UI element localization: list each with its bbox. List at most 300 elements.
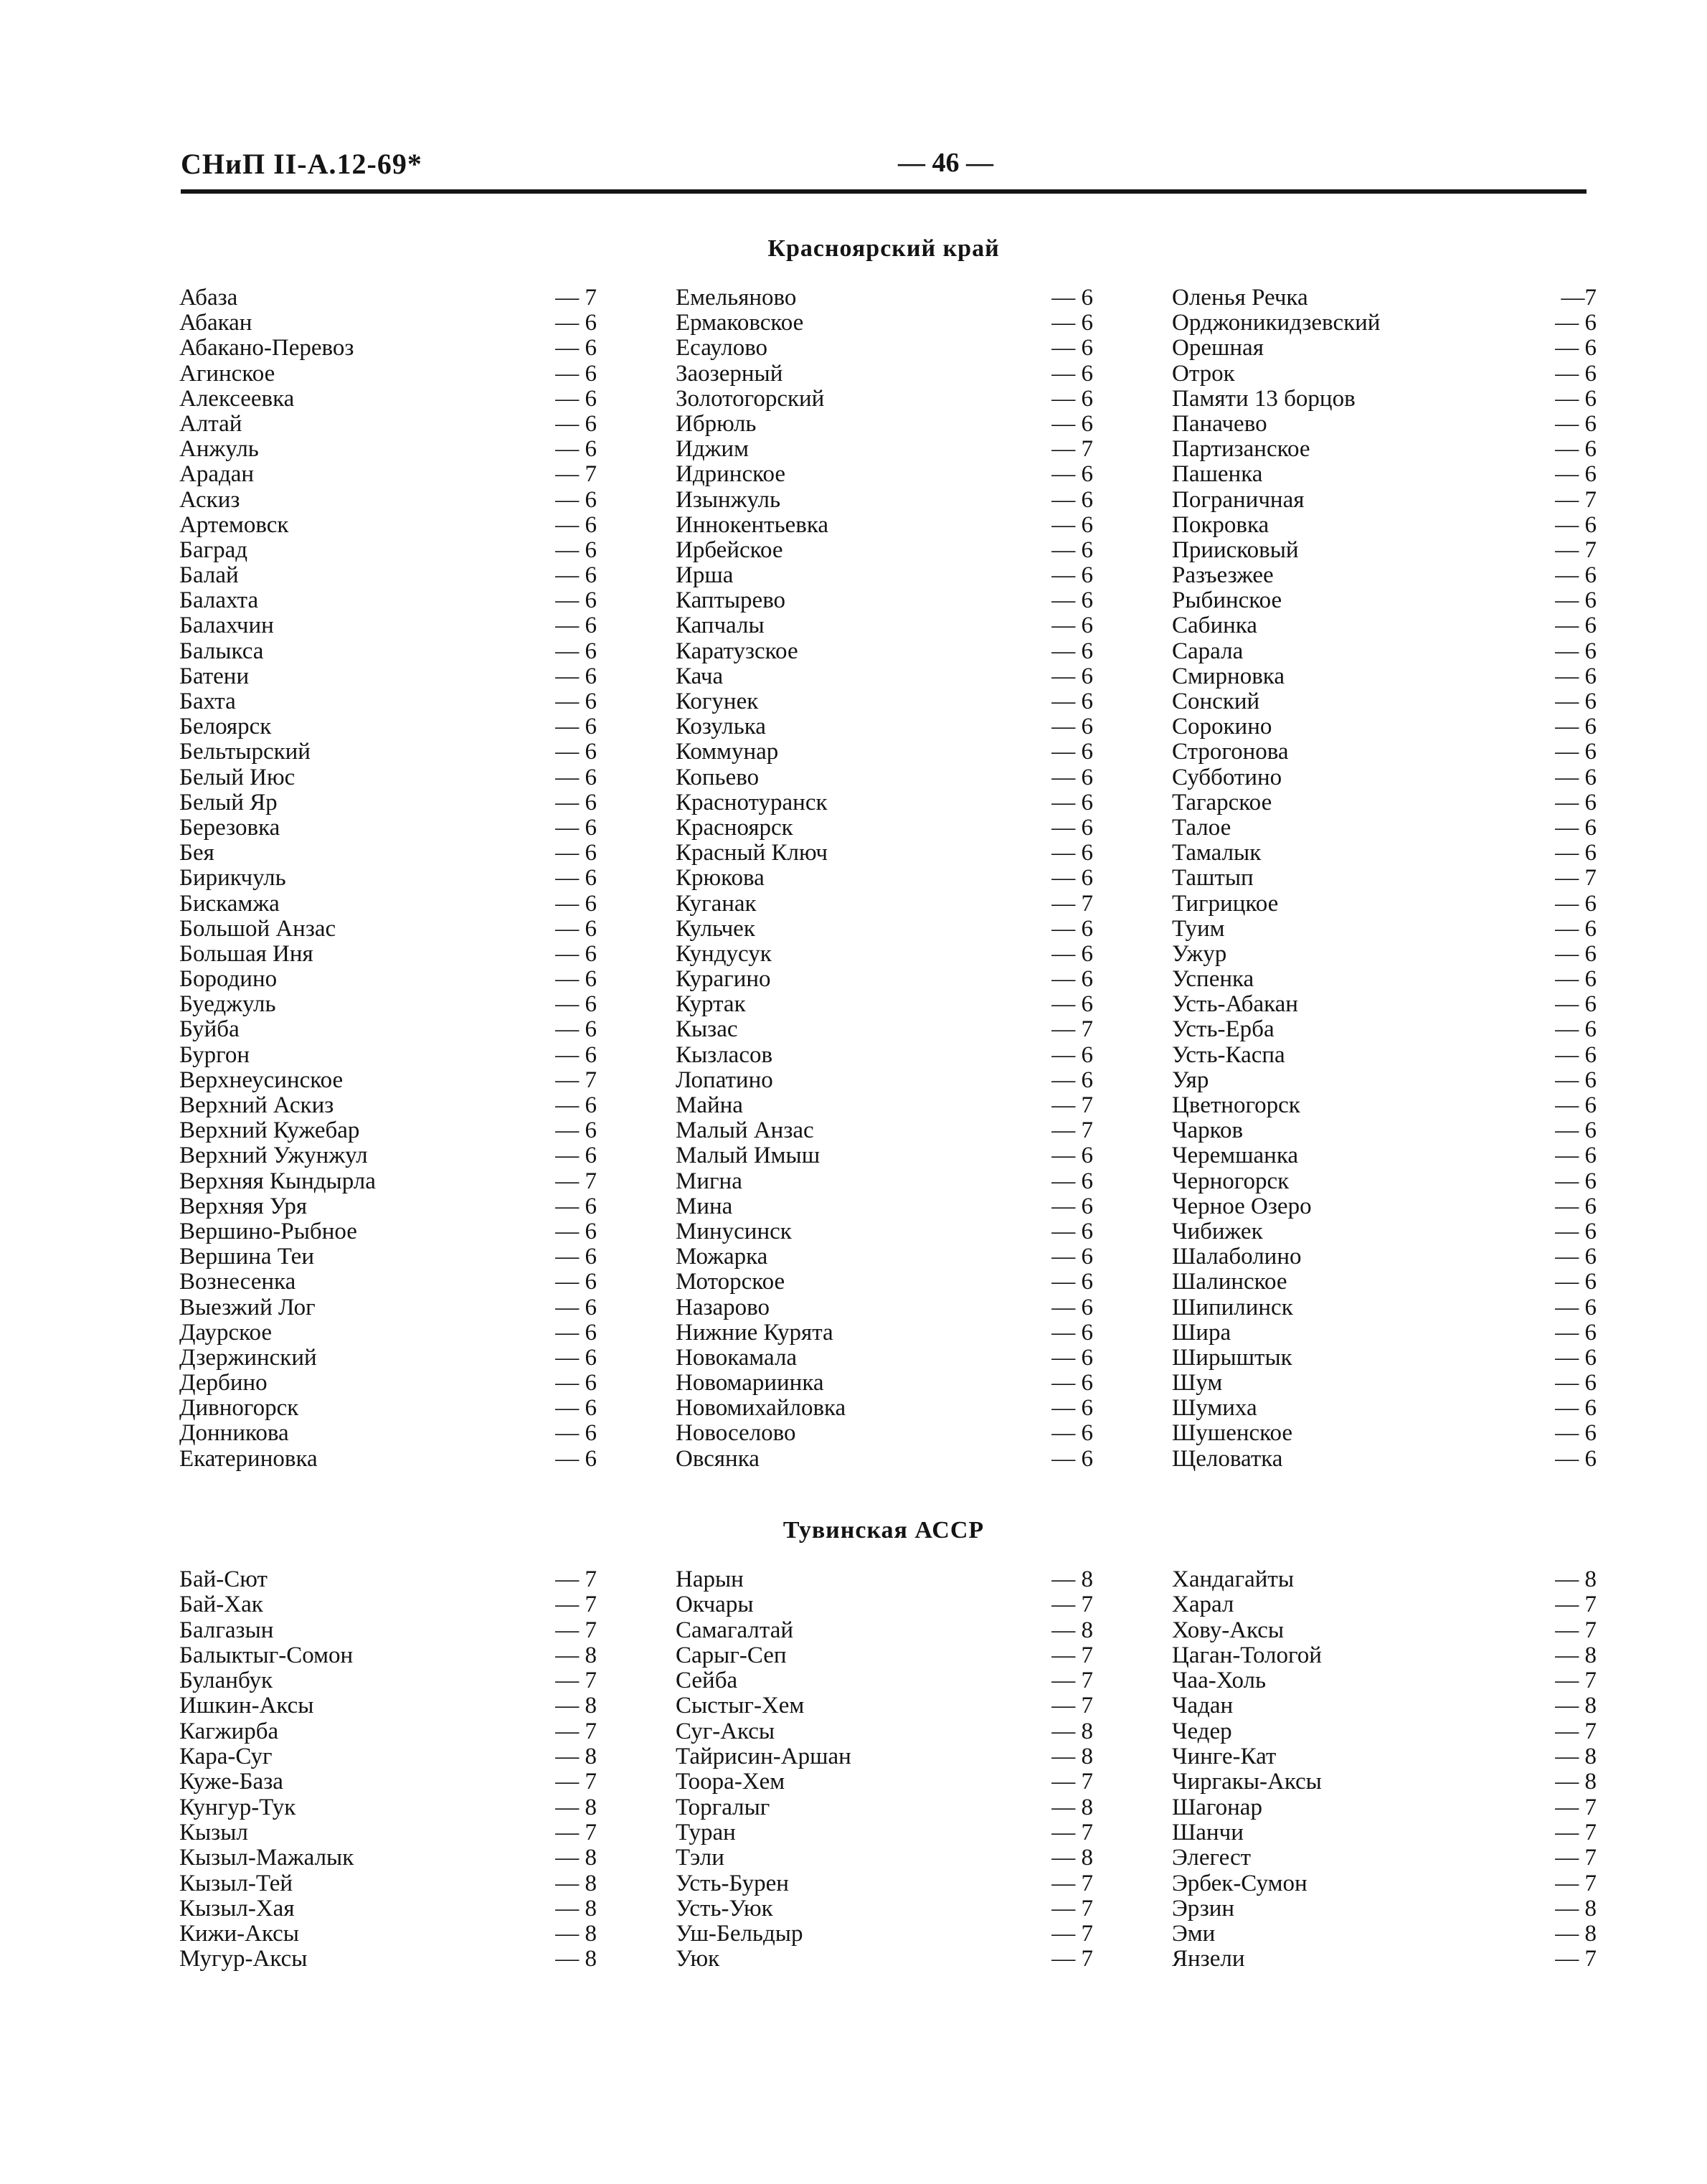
locality-name: Щеловатка [1172, 1445, 1283, 1472]
locality-row [1172, 412, 1597, 437]
locality-name: Эрзин [1172, 1895, 1235, 1921]
locality-name: Анжуль [179, 436, 259, 463]
locality-row [179, 588, 597, 613]
locality-name: Сейба [676, 1668, 738, 1694]
locality-value: — 6 [1051, 1420, 1093, 1447]
locality-value: — 6 [555, 1294, 597, 1320]
locality-value: — 7 [1051, 1769, 1093, 1795]
locality-value: — 6 [555, 385, 597, 412]
locality-value: — 7 [1051, 1895, 1093, 1921]
locality-name: Дзержинский [179, 1344, 317, 1371]
locality-value: — 6 [1555, 410, 1597, 437]
locality-row [1172, 917, 1597, 942]
locality-name: Буйба [179, 1016, 240, 1043]
locality-name: Черногорск [1172, 1168, 1290, 1194]
locality-row [1172, 1118, 1597, 1143]
locality-row [179, 336, 597, 361]
locality-row [676, 967, 1093, 992]
locality-value: — 6 [1555, 1168, 1597, 1194]
locality-value: — 6 [1051, 814, 1093, 841]
locality-row [1172, 1346, 1597, 1371]
locality-name: Ширыштык [1172, 1344, 1292, 1371]
locality-row [179, 967, 597, 992]
locality-value: — 6 [1555, 915, 1597, 942]
locality-value: — 6 [1051, 511, 1093, 538]
locality-value: — 6 [1051, 1244, 1093, 1270]
locality-value: — 6 [555, 739, 597, 765]
locality-row [1172, 1017, 1597, 1042]
locality-name: Есаулово [676, 335, 768, 361]
locality-name: Белый Июс [179, 764, 295, 790]
locality-value: — 7 [555, 1668, 597, 1694]
tuva-column-2 [676, 1567, 1093, 1972]
locality-row [676, 488, 1093, 513]
locality-value: — 6 [1555, 789, 1597, 816]
locality-name: Дербино [179, 1370, 268, 1396]
locality-name: Нарын [676, 1566, 744, 1592]
locality-name: Новокамала [676, 1344, 798, 1371]
locality-value: — 8 [555, 1946, 597, 1972]
locality-name: Сыстыг-Хем [676, 1693, 805, 1719]
locality-value: — 6 [555, 562, 597, 589]
locality-name: Шалаболино [1172, 1244, 1302, 1270]
locality-value: — 7 [1051, 1016, 1093, 1043]
locality-name: Козулька [676, 714, 766, 740]
locality-value: — 6 [1555, 310, 1597, 336]
locality-name: Уюк [676, 1946, 720, 1972]
locality-row [676, 1618, 1093, 1643]
locality-name: Ермаковское [676, 310, 804, 336]
krasnoyarsk-column-1 [179, 285, 597, 1472]
locality-name: Идринское [676, 461, 785, 488]
locality-name: Бискамжа [179, 890, 280, 917]
locality-name: Кундусук [676, 940, 772, 967]
locality-value: — 7 [1555, 1718, 1597, 1744]
locality-value: — 6 [1051, 789, 1093, 816]
locality-name: Цветногорск [1172, 1092, 1300, 1118]
locality-value: — 6 [1555, 1319, 1597, 1346]
locality-value: — 6 [1555, 587, 1597, 614]
locality-value: —7 [1561, 285, 1597, 311]
locality-value: — 6 [1051, 1294, 1093, 1320]
locality-name: Шипилинск [1172, 1294, 1293, 1320]
locality-value: — 8 [555, 1845, 597, 1871]
locality-row [676, 1017, 1093, 1042]
locality-value: — 6 [555, 890, 597, 917]
locality-name: Балахта [179, 587, 259, 614]
locality-name: Большая Иня [179, 940, 313, 967]
locality-value: — 6 [1555, 1395, 1597, 1422]
locality-row [676, 992, 1093, 1017]
locality-row [676, 1820, 1093, 1845]
locality-name: Иннокентьевка [676, 511, 829, 538]
locality-row [179, 1820, 597, 1845]
locality-value: — 7 [1555, 1870, 1597, 1896]
locality-name: Куртак [676, 991, 746, 1018]
locality-row [1172, 1270, 1597, 1295]
locality-name: Мина [676, 1193, 733, 1219]
locality-name: Усть-Абакан [1172, 991, 1298, 1018]
locality-name: Алексеевка [179, 385, 295, 412]
locality-row [676, 336, 1093, 361]
locality-row [179, 1043, 597, 1068]
locality-value: — 6 [1051, 739, 1093, 765]
locality-value: — 6 [1051, 1370, 1093, 1396]
locality-name: Бахта [179, 689, 236, 714]
locality-value: — 6 [555, 587, 597, 614]
locality-row [1172, 1194, 1597, 1219]
locality-value: — 6 [555, 1370, 597, 1396]
locality-name: Выезжий Лог [179, 1294, 316, 1320]
locality-row [676, 1396, 1093, 1421]
locality-row [179, 1845, 597, 1871]
locality-value: — 6 [1051, 1143, 1093, 1169]
locality-value: — 6 [1051, 1218, 1093, 1244]
locality-row [179, 765, 597, 790]
locality-row [676, 361, 1093, 387]
locality-name: Субботино [1172, 764, 1282, 790]
locality-name: Ишкин-Аксы [179, 1693, 314, 1719]
locality-value: — 6 [555, 689, 597, 714]
locality-row [179, 1270, 597, 1295]
locality-row [179, 1769, 597, 1795]
locality-value: — 6 [1555, 1370, 1597, 1396]
locality-name: Капчалы [676, 613, 765, 639]
locality-name: Абакан [179, 310, 252, 336]
locality-row [676, 1769, 1093, 1795]
locality-value: — 6 [555, 1041, 597, 1068]
locality-name: Строгонова [1172, 739, 1289, 765]
locality-name: Эрбек-Сумон [1172, 1870, 1308, 1896]
locality-row [676, 1643, 1093, 1668]
locality-name: Майна [676, 1092, 743, 1118]
locality-row [1172, 816, 1597, 841]
locality-name: Шалинское [1172, 1269, 1287, 1295]
locality-row [1172, 311, 1597, 336]
locality-name: Талое [1172, 814, 1231, 841]
locality-row [179, 1396, 597, 1421]
locality-row [1172, 1592, 1597, 1617]
locality-value: — 6 [1051, 638, 1093, 664]
locality-value: — 6 [1051, 562, 1093, 589]
locality-name: Вершино-Рыбное [179, 1218, 357, 1244]
locality-name: Бородино [179, 966, 278, 993]
locality-name: Красный Ключ [676, 840, 828, 866]
locality-value: — 6 [555, 410, 597, 437]
locality-row [179, 1447, 597, 1472]
locality-name: Приисковый [1172, 536, 1299, 563]
locality-row [179, 1219, 597, 1244]
locality-value: — 8 [1555, 1895, 1597, 1921]
locality-row [1172, 639, 1597, 664]
locality-value: — 8 [555, 1693, 597, 1719]
locality-name: Бирикчуль [179, 865, 286, 892]
locality-name: Батени [179, 663, 250, 689]
locality-value: — 6 [555, 1016, 597, 1043]
locality-name: Самагалтай [676, 1617, 794, 1643]
locality-name: Усть-Уюк [676, 1895, 773, 1921]
locality-value: — 7 [1051, 1946, 1093, 1972]
locality-name: Уш-Бельдыр [676, 1921, 803, 1947]
locality-row [676, 1896, 1093, 1921]
locality-value: — 8 [1555, 1769, 1597, 1795]
locality-value: — 6 [1051, 966, 1093, 993]
locality-value: — 7 [555, 461, 597, 488]
locality-row [179, 1169, 597, 1194]
locality-name: Моторское [676, 1269, 785, 1295]
locality-value: — 6 [555, 1445, 597, 1472]
locality-name: Балгазын [179, 1617, 274, 1643]
locality-row [179, 1371, 597, 1396]
locality-value: — 6 [1555, 562, 1597, 589]
locality-row [676, 1719, 1093, 1744]
locality-row [1172, 1244, 1597, 1270]
locality-row [1172, 1295, 1597, 1320]
header-rule [181, 189, 1587, 194]
locality-row [1172, 942, 1597, 967]
locality-row [179, 841, 597, 866]
locality-value: — 6 [1051, 285, 1093, 311]
locality-row [676, 538, 1093, 563]
locality-row [676, 892, 1093, 917]
locality-name: Ирбейское [676, 536, 783, 563]
locality-name: Шум [1172, 1370, 1223, 1396]
locality-name: Хову-Аксы [1172, 1617, 1285, 1643]
locality-name: Заозерный [676, 360, 783, 387]
locality-row [1172, 437, 1597, 462]
locality-row [1172, 1871, 1597, 1896]
locality-name: Сарала [1172, 638, 1244, 664]
locality-name: Пограничная [1172, 486, 1305, 513]
locality-name: Ужур [1172, 940, 1227, 967]
locality-row [676, 588, 1093, 613]
tuva-column-1 [179, 1567, 597, 1972]
locality-row [676, 1921, 1093, 1947]
locality-row [179, 1295, 597, 1320]
locality-name: Каратузское [676, 638, 798, 664]
locality-value: — 6 [1051, 663, 1093, 689]
locality-row [676, 1371, 1093, 1396]
locality-row [179, 1592, 597, 1617]
locality-row [179, 992, 597, 1017]
locality-row [676, 917, 1093, 942]
locality-name: Новомихайловка [676, 1395, 846, 1422]
locality-value: — 6 [1051, 385, 1093, 412]
locality-name: Кача [676, 663, 724, 689]
locality-name: Уяр [1172, 1067, 1209, 1093]
locality-row [676, 1143, 1093, 1168]
locality-name: Чаа-Холь [1172, 1668, 1267, 1694]
locality-value: — 6 [1051, 840, 1093, 866]
locality-row [1172, 1744, 1597, 1769]
locality-value: — 7 [555, 1718, 597, 1744]
locality-row [179, 1795, 597, 1820]
locality-name: Отрок [1172, 360, 1235, 387]
locality-name: Чадан [1172, 1693, 1234, 1719]
locality-value: — 6 [1555, 385, 1597, 412]
locality-name: Большой Анзас [179, 915, 336, 942]
locality-row [676, 765, 1093, 790]
locality-value: — 6 [1555, 461, 1597, 488]
locality-name: Емельяново [676, 285, 797, 311]
locality-name: Паначево [1172, 410, 1267, 437]
locality-name: Верхний Кужебар [179, 1117, 360, 1144]
locality-name: Туим [1172, 915, 1225, 942]
locality-name: Белый Яр [179, 789, 278, 816]
locality-row [179, 1346, 597, 1371]
locality-row [179, 1421, 597, 1446]
locality-name: Кызыл-Мажалык [179, 1845, 354, 1871]
locality-row [179, 412, 597, 437]
locality-row [179, 1068, 597, 1093]
locality-name: Коммунар [676, 739, 779, 765]
locality-row [1172, 992, 1597, 1017]
locality-name: Чинге-Кат [1172, 1744, 1277, 1770]
locality-value: — 6 [1555, 1269, 1597, 1295]
locality-name: Аскиз [179, 486, 240, 513]
locality-value: — 6 [1051, 310, 1093, 336]
locality-name: Таштып [1172, 865, 1254, 892]
locality-name: Сабинка [1172, 613, 1257, 639]
locality-row [676, 1068, 1093, 1093]
locality-name: Бургон [179, 1041, 250, 1068]
locality-name: Черемшанка [1172, 1143, 1299, 1169]
locality-value: — 6 [1051, 1344, 1093, 1371]
locality-row [1172, 387, 1597, 412]
locality-name: Шагонар [1172, 1794, 1262, 1820]
locality-name: Алтай [179, 410, 242, 437]
locality-row [1172, 1643, 1597, 1668]
locality-name: Бельтырский [179, 739, 311, 765]
locality-value: — 6 [1555, 739, 1597, 765]
locality-value: — 6 [1051, 335, 1093, 361]
locality-name: Кызласов [676, 1041, 773, 1068]
locality-value: — 7 [1051, 1592, 1093, 1618]
locality-value: — 6 [555, 1319, 597, 1346]
locality-row [1172, 513, 1597, 538]
locality-row [179, 1618, 597, 1643]
krasnoyarsk-column-3 [1172, 285, 1597, 1472]
locality-value: — 6 [1555, 613, 1597, 639]
locality-name: Усть-Ерба [1172, 1016, 1275, 1043]
locality-name: Тоора-Хем [676, 1769, 785, 1795]
locality-row [179, 639, 597, 664]
locality-value: — 8 [1555, 1642, 1597, 1668]
locality-name: Хандагайты [1172, 1566, 1295, 1592]
locality-value: — 8 [555, 1870, 597, 1896]
locality-name: Даурское [179, 1319, 273, 1346]
locality-row [676, 1219, 1093, 1244]
tuva-column-3 [1172, 1567, 1597, 1972]
locality-value: — 6 [555, 915, 597, 942]
locality-name: Малый Имыш [676, 1143, 821, 1169]
locality-value: — 6 [1051, 764, 1093, 790]
locality-name: Абаза [179, 285, 238, 311]
locality-row [179, 1693, 597, 1719]
locality-row [676, 1320, 1093, 1346]
locality-name: Екатериновка [179, 1445, 318, 1472]
locality-name: Ирша [676, 562, 734, 589]
locality-value: — 7 [1555, 1592, 1597, 1618]
locality-name: Изынжуль [676, 486, 781, 513]
locality-value: — 6 [1555, 1117, 1597, 1144]
locality-value: — 6 [1555, 1244, 1597, 1270]
locality-row [179, 285, 597, 311]
locality-value: — 6 [1555, 663, 1597, 689]
locality-value: — 7 [555, 285, 597, 311]
locality-row [1172, 488, 1597, 513]
locality-row [1172, 1219, 1597, 1244]
locality-name: Кызыл-Тей [179, 1870, 293, 1896]
locality-value: — 7 [555, 1819, 597, 1845]
locality-name: Тагарское [1172, 789, 1272, 816]
locality-row [1172, 866, 1597, 891]
locality-name: Балыктыг-Сомон [179, 1642, 354, 1668]
locality-value: — 6 [1051, 1395, 1093, 1422]
locality-row [1172, 892, 1597, 917]
locality-row [179, 942, 597, 967]
locality-value: — 8 [1051, 1566, 1093, 1592]
locality-value: — 6 [1051, 461, 1093, 488]
locality-row [179, 1244, 597, 1270]
locality-row [676, 311, 1093, 336]
locality-row [179, 1143, 597, 1168]
locality-row [1172, 361, 1597, 387]
locality-row [1172, 462, 1597, 487]
locality-name: Янзели [1172, 1946, 1245, 1972]
locality-row [676, 664, 1093, 689]
locality-row [1172, 1169, 1597, 1194]
locality-value: — 6 [555, 1344, 597, 1371]
locality-name: Буланбук [179, 1668, 273, 1694]
locality-value: — 7 [555, 1592, 597, 1618]
locality-value: — 6 [1555, 1041, 1597, 1068]
locality-value: — 6 [555, 966, 597, 993]
locality-row [179, 488, 597, 513]
locality-name: Буеджуль [179, 991, 276, 1018]
page-header [181, 147, 1587, 190]
locality-row [1172, 1567, 1597, 1592]
locality-value: — 6 [1555, 689, 1597, 714]
locality-value: — 8 [555, 1794, 597, 1820]
locality-name: Тигрицкое [1172, 890, 1279, 917]
locality-row [676, 1421, 1093, 1446]
locality-row [676, 1346, 1093, 1371]
locality-name: Тэли [676, 1845, 724, 1871]
locality-name: Чедер [1172, 1718, 1232, 1744]
locality-name: Балыкса [179, 638, 264, 664]
locality-row [179, 613, 597, 638]
locality-name: Рыбинское [1172, 587, 1282, 614]
locality-row [676, 437, 1093, 462]
locality-name: Верхнеусинское [179, 1067, 344, 1093]
locality-value: — 6 [1555, 1445, 1597, 1472]
locality-row [1172, 1143, 1597, 1168]
locality-name: Кара-Суг [179, 1744, 273, 1770]
locality-value: — 7 [1555, 1845, 1597, 1871]
locality-value: — 7 [1051, 1819, 1093, 1845]
locality-row [1172, 1068, 1597, 1093]
locality-row [179, 714, 597, 739]
locality-value: — 6 [555, 310, 597, 336]
page-number: — 46 — [898, 148, 993, 178]
locality-row [1172, 1947, 1597, 1972]
locality-value: — 6 [1555, 890, 1597, 917]
locality-value: — 6 [1051, 714, 1093, 740]
locality-name: Памяти 13 борцов [1172, 385, 1356, 412]
locality-value: — 6 [555, 663, 597, 689]
locality-row [179, 664, 597, 689]
